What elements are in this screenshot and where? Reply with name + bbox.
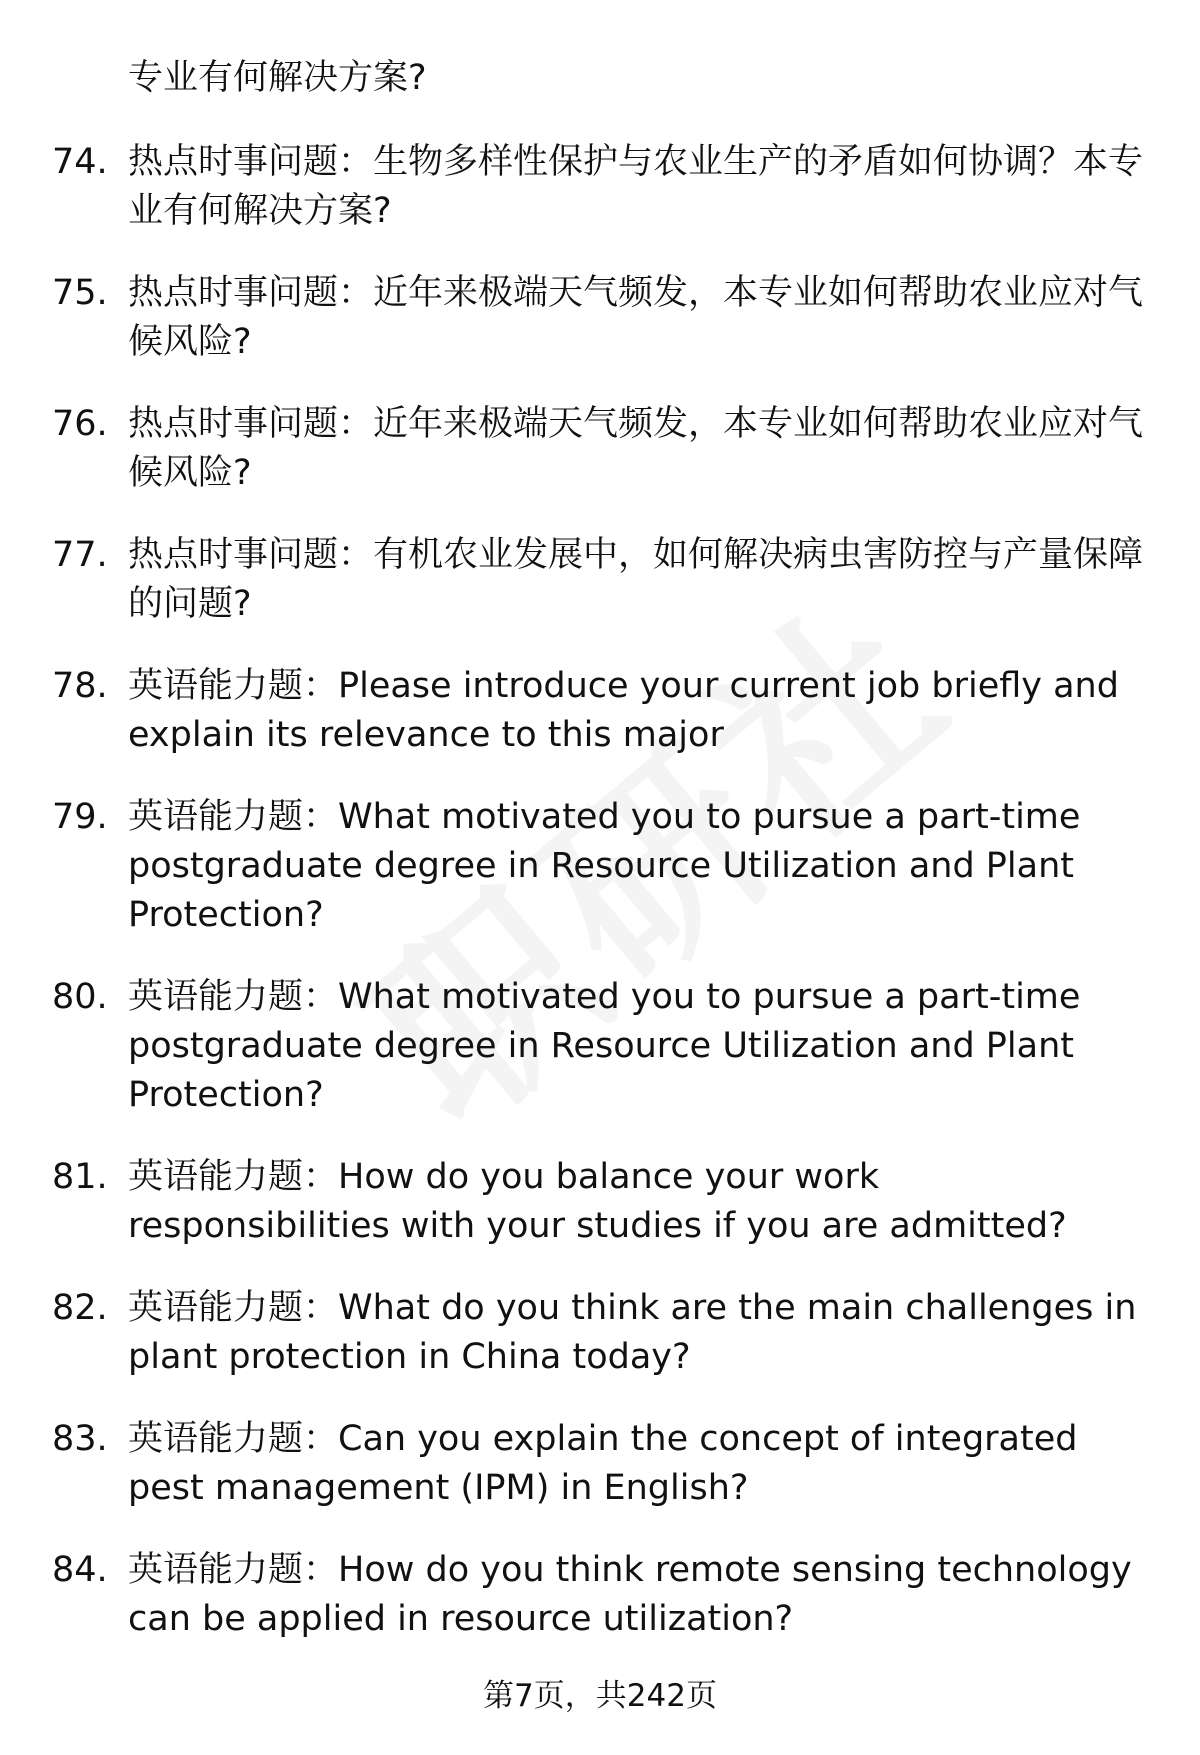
page-footer: 第7页，共242页 <box>483 1678 717 1714</box>
question-list <box>0 138 1200 1677</box>
question-item <box>0 1284 1148 1382</box>
question-number: 83. <box>52 1419 108 1459</box>
question-number: 75. <box>52 273 108 313</box>
question-text: 英语能力题：Please introduce your current job briefly and explain its relevance to this major <box>128 666 1119 755</box>
question-item <box>0 400 1148 498</box>
question-text: 英语能力题：How do you balance your work responsibilities with your studies if you are admitted? <box>128 1157 1067 1246</box>
question-text: 热点时事问题：生物多样性保护与农业生产的矛盾如何协调？本专业有何解决方案? <box>128 142 1144 231</box>
question-item <box>0 973 1148 1120</box>
question-text: 英语能力题：Can you explain the concept of integrated pest management (IPM) in English? <box>128 1419 1078 1508</box>
question-number: 80. <box>52 977 108 1017</box>
question-text: 热点时事问题：近年来极端天气频发，本专业如何帮助农业应对气候风险? <box>128 273 1144 362</box>
question-text: 英语能力题：What motivated you to pursue a part-time postgraduate degree in Resource Utilization and Plant Protection? <box>128 797 1081 935</box>
question-item <box>0 531 1148 629</box>
question-item <box>0 793 1148 940</box>
question-number: 82. <box>52 1288 108 1328</box>
question-item <box>0 138 1148 236</box>
question-item <box>0 1415 1148 1513</box>
question-text: 热点时事问题：近年来极端天气频发，本专业如何帮助农业应对气候风险? <box>128 404 1144 493</box>
question-item <box>0 1153 1148 1251</box>
question-item <box>0 662 1148 760</box>
question-number: 74. <box>52 142 108 182</box>
question-text: 热点时事问题：有机农业发展中，如何解决病虫害防控与产量保障的问题? <box>128 535 1144 624</box>
question-text: 英语能力题：What motivated you to pursue a part-time postgraduate degree in Resource Utilization and Plant Protection? <box>128 977 1081 1115</box>
continuation-text: 专业有何解决方案? <box>128 58 427 98</box>
question-number: 79. <box>52 797 108 837</box>
question-number: 81. <box>52 1157 108 1197</box>
question-number: 77. <box>52 535 108 575</box>
question-text: 英语能力题：How do you think remote sensing technology can be applied in resource utilization? <box>128 1550 1132 1639</box>
question-number: 78. <box>52 666 108 706</box>
question-number: 84. <box>52 1550 108 1590</box>
question-item <box>0 1546 1148 1644</box>
question-item <box>0 269 1148 367</box>
question-number: 76. <box>52 404 108 444</box>
question-text: 英语能力题：What do you think are the main challenges in plant protection in China today? <box>128 1288 1137 1377</box>
